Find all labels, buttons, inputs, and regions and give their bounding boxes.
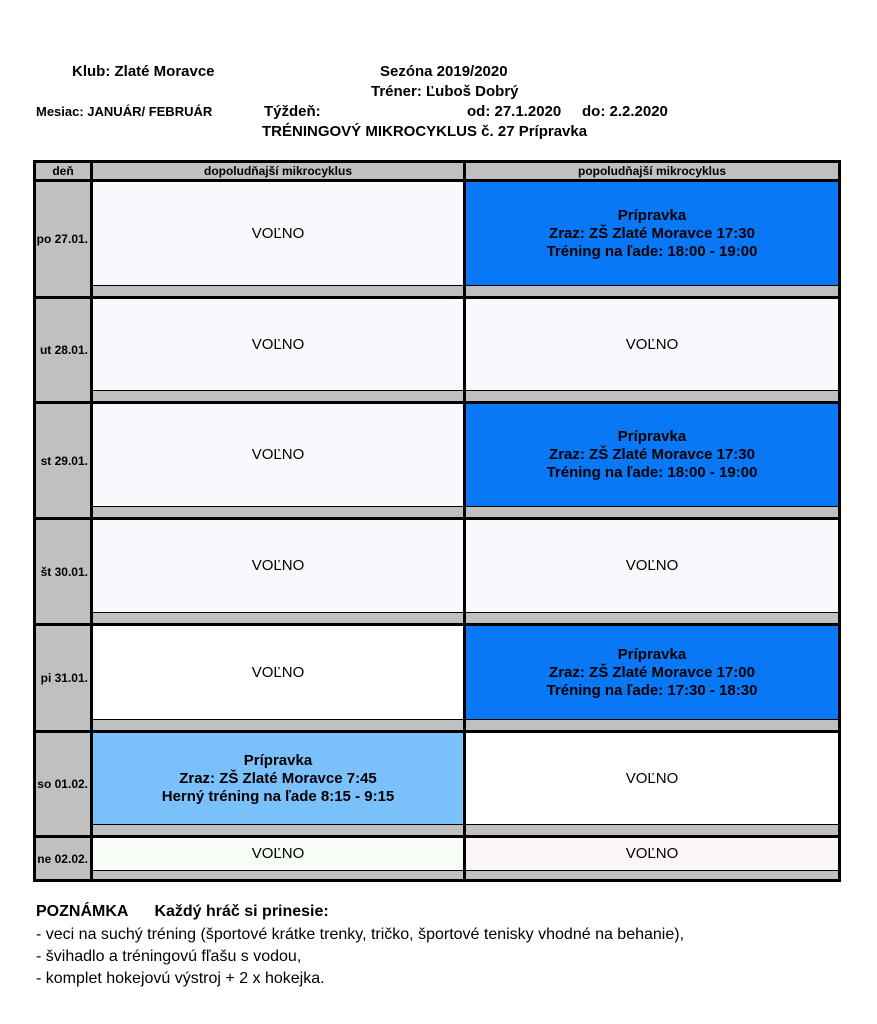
free-label: VOĽNO xyxy=(251,335,305,353)
free-label: VOĽNO xyxy=(251,845,305,862)
morning-session xyxy=(93,626,463,719)
session-line: Prípravka xyxy=(617,206,687,224)
schedule-table xyxy=(33,160,841,882)
col-header-morning: dopoludňajší mikrocyklus xyxy=(93,163,463,179)
week-label: Týždeň: xyxy=(264,103,321,120)
morning-session xyxy=(93,299,463,390)
row-separator-strip xyxy=(466,391,838,401)
week-to: do: 2.2.2020 xyxy=(582,103,668,120)
afternoon-session xyxy=(466,733,838,824)
morning-session xyxy=(93,520,463,612)
note-intro: Každý hráč si prinesie: xyxy=(154,903,329,920)
row-separator-strip xyxy=(93,507,463,517)
note-item: - švihadlo a tréningovú fľašu s vodou, xyxy=(36,948,302,965)
row-separator-strip xyxy=(93,871,463,879)
row-separator-strip xyxy=(466,720,838,730)
row-separator-strip xyxy=(93,613,463,623)
day-cell: po 27.01. xyxy=(36,182,90,296)
session-line: Tréning na ľade: 18:00 - 19:00 xyxy=(546,464,758,481)
day-cell: so 01.02. xyxy=(36,733,90,835)
col-header-afternoon: popoludňajší mikrocyklus xyxy=(466,163,838,179)
season: Sezóna 2019/2020 xyxy=(380,63,508,80)
morning-session xyxy=(93,182,463,285)
week-from: od: 27.1.2020 xyxy=(467,103,562,120)
note-label: POZNÁMKA xyxy=(36,903,129,920)
row-separator-strip xyxy=(93,286,463,296)
row-separator-strip xyxy=(466,613,838,623)
day-cell: št 30.01. xyxy=(36,520,90,623)
row-separator-strip xyxy=(466,507,838,517)
morning-session xyxy=(93,404,463,506)
free-label: VOĽNO xyxy=(251,446,305,463)
session-line: Prípravka xyxy=(243,751,313,769)
row-separator-strip xyxy=(93,720,463,730)
session-line: Tréning na ľade: 18:00 - 19:00 xyxy=(546,242,758,260)
afternoon-session xyxy=(466,520,838,612)
session-line: Herný tréning na ľade 8:15 - 9:15 xyxy=(161,787,395,805)
morning-session xyxy=(93,733,463,824)
free-label: VOĽNO xyxy=(625,335,679,353)
afternoon-session xyxy=(466,838,838,870)
note-heading xyxy=(36,902,329,922)
session-line: Tréning na ľade: 17:30 - 18:30 xyxy=(546,681,758,699)
day-cell: ne 02.02. xyxy=(36,838,90,879)
note-item: - veci na suchý tréning (športové krátke trenky, tričko, športové tenisky vhodné na behanie), xyxy=(36,926,685,943)
session-line: Zraz: ZŠ Zlaté Moravce 17:30 xyxy=(549,446,755,463)
free-label: VOĽNO xyxy=(625,845,679,862)
afternoon-session xyxy=(466,626,838,719)
free-label: VOĽNO xyxy=(625,557,679,574)
row-separator-strip xyxy=(466,871,838,879)
page-title: TRÉNINGOVÝ MIKROCYKLUS č. 27 Prípravka xyxy=(262,123,588,140)
month: Mesiac: JANUÁR/ FEBRUÁR xyxy=(36,104,213,119)
club-name: Klub: Zlaté Moravce xyxy=(72,63,215,80)
day-cell: ut 28.01. xyxy=(36,299,90,401)
day-cell: pi 31.01. xyxy=(36,626,90,730)
free-label: VOĽNO xyxy=(251,557,305,574)
afternoon-session xyxy=(466,299,838,390)
session-line: Zraz: ZŠ Zlaté Moravce 17:00 xyxy=(549,663,755,681)
row-separator-strip xyxy=(466,825,838,835)
free-label: VOĽNO xyxy=(251,663,305,681)
row-separator-strip xyxy=(93,825,463,835)
note-item: - komplet hokejovú výstroj + 2 x hokejka. xyxy=(36,970,325,987)
session-line: Prípravka xyxy=(617,645,687,663)
col-header-day: deň xyxy=(36,163,90,179)
session-line: Zraz: ZŠ Zlaté Moravce 7:45 xyxy=(179,769,377,787)
free-label: VOĽNO xyxy=(625,769,679,787)
morning-session xyxy=(93,838,463,870)
afternoon-session xyxy=(466,182,838,285)
row-separator-strip xyxy=(466,286,838,296)
coach: Tréner: Ľuboš Dobrý xyxy=(371,83,519,100)
row-separator-strip xyxy=(93,391,463,401)
afternoon-session xyxy=(466,404,838,506)
session-line: Prípravka xyxy=(617,428,687,445)
free-label: VOĽNO xyxy=(251,224,305,242)
day-cell: st 29.01. xyxy=(36,404,90,517)
session-line: Zraz: ZŠ Zlaté Moravce 17:30 xyxy=(549,224,755,242)
